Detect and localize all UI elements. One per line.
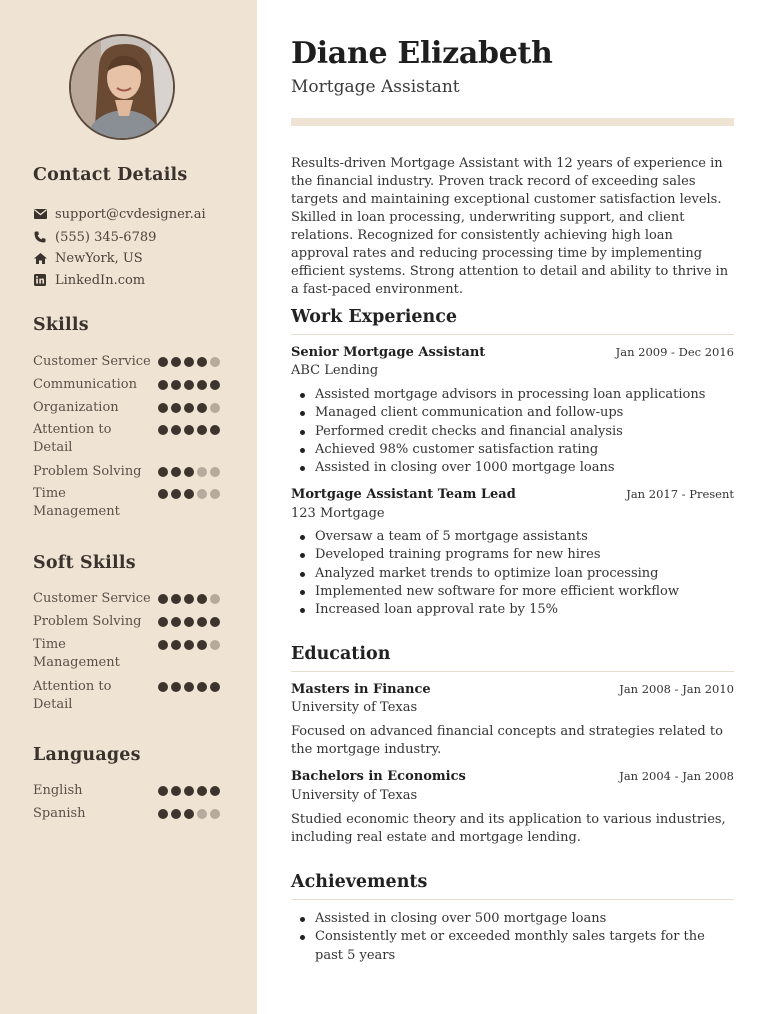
language-label: English (33, 783, 83, 798)
rating-dot-empty (210, 357, 220, 367)
soft-skill-row (33, 636, 233, 672)
candidate-role: Mortgage Assistant (291, 77, 460, 97)
job-bullets (291, 386, 731, 477)
rating-dot-filled (158, 403, 168, 413)
rating-dot-filled (158, 682, 168, 692)
list-item: Assisted in closing over 500 mortgage loans (291, 910, 731, 928)
education-heading: Education (291, 644, 391, 664)
rating-dot-filled (171, 357, 181, 367)
avatar (69, 34, 175, 140)
contact-phone-text: (555) 345-6789 (55, 229, 157, 245)
linkedin-icon (33, 273, 47, 287)
list-item: Increased loan approval rate by 15% (291, 601, 731, 619)
language-rating (158, 809, 220, 819)
list-item: Consistently met or exceeded monthly sales targets for the past 5 years (291, 928, 731, 965)
rating-dot-filled (197, 425, 207, 435)
rating-dot-filled (197, 682, 207, 692)
rating-dot-filled (171, 425, 181, 435)
skill-row (33, 485, 233, 521)
skill-label: Organization (33, 400, 119, 415)
skill-row (33, 353, 233, 371)
rating-dot-filled (171, 489, 181, 499)
degree-description: Studied economic theory and its application to various industries, including real estate and mortgage lending. (291, 812, 726, 845)
rating-dot-filled (158, 809, 168, 819)
rating-dot-filled (197, 640, 207, 650)
rating-dot-filled (158, 380, 168, 390)
rating-dot-filled (171, 809, 181, 819)
soft-skills-heading: Soft Skills (33, 553, 136, 573)
soft-skill-label: Attention to Detail (33, 679, 112, 712)
rating-dot-filled (184, 425, 194, 435)
rating-dot-empty (197, 809, 207, 819)
list-item: Analyzed market trends to optimize loan processing (291, 565, 731, 583)
soft-skill-rating (158, 594, 220, 604)
soft-skill-label: Time Management (33, 637, 120, 670)
contact-location-text: NewYork, US (55, 250, 143, 266)
skill-label: Customer Service (33, 354, 151, 369)
degree-title: Masters in Finance (291, 682, 431, 697)
languages-heading: Languages (33, 745, 141, 765)
rating-dot-filled (158, 594, 168, 604)
skill-rating (158, 425, 220, 435)
job-title: Senior Mortgage Assistant (291, 345, 486, 360)
candidate-name: Diane Elizabeth (291, 36, 553, 71)
job-dates: Jan 2009 - Dec 2016 (615, 345, 734, 359)
rating-dot-filled (197, 594, 207, 604)
soft-skill-label: Customer Service (33, 591, 151, 606)
list-item: Assisted in closing over 1000 mortgage loans (291, 459, 731, 477)
soft-skill-rating (158, 682, 220, 692)
school-name: University of Texas (291, 700, 418, 715)
skill-rating (158, 380, 220, 390)
rating-dot-filled (184, 594, 194, 604)
job-company: 123 Mortgage (291, 506, 385, 521)
skill-label: Problem Solving (33, 464, 142, 479)
rating-dot-filled (158, 467, 168, 477)
skill-row (33, 421, 233, 457)
soft-skill-label: Problem Solving (33, 614, 142, 629)
rating-dot-filled (171, 594, 181, 604)
rating-dot-filled (158, 786, 168, 796)
job-title: Mortgage Assistant Team Lead (291, 487, 516, 502)
rating-dot-filled (171, 380, 181, 390)
rating-dot-filled (197, 786, 207, 796)
summary-text: Results-driven Mortgage Assistant with 12 years of experience in the financial industry. Proven track record of exceeding sales targets and maintaining exceptional customer satisfaction levels. Skilled in loan processing, underwriting support, and client relations. Recognized for consistently achieving high loan approval rates and reducing processing time by implementing efficient systems. Strong attention to detail and ability to thrive in a fast-paced environment. (291, 156, 729, 297)
degree-description: Focused on advanced financial concepts and strategies related to the mortgage industry. (291, 724, 723, 757)
soft-skill-rating (158, 617, 220, 627)
job-bullets (291, 528, 731, 619)
contact-email-text: support@cvdesigner.ai (55, 206, 206, 222)
rating-dot-filled (197, 617, 207, 627)
rating-dot-filled (197, 380, 207, 390)
degree-dates: Jan 2004 - Jan 2008 (619, 769, 734, 783)
job-company: ABC Lending (291, 363, 379, 378)
rating-dot-filled (171, 640, 181, 650)
header-divider (291, 118, 734, 126)
contact-location (33, 249, 143, 267)
rating-dot-filled (184, 380, 194, 390)
education-divider (291, 671, 734, 672)
rating-dot-filled (158, 489, 168, 499)
rating-dot-filled (171, 682, 181, 692)
skills-heading: Skills (33, 315, 89, 335)
rating-dot-empty (210, 640, 220, 650)
rating-dot-filled (158, 640, 168, 650)
language-row (33, 782, 233, 800)
rating-dot-filled (184, 809, 194, 819)
degree-title: Bachelors in Economics (291, 769, 466, 784)
job-dates: Jan 2017 - Present (626, 487, 734, 501)
rating-dot-filled (210, 682, 220, 692)
rating-dot-filled (171, 467, 181, 477)
rating-dot-filled (158, 425, 168, 435)
list-item: Assisted mortgage advisors in processing loan applications (291, 386, 731, 404)
phone-icon (33, 230, 47, 244)
skill-rating (158, 357, 220, 367)
skill-label: Communication (33, 377, 137, 392)
skill-rating (158, 467, 220, 477)
achievements-heading: Achievements (291, 872, 428, 892)
skill-row (33, 399, 233, 417)
work-divider (291, 334, 734, 335)
contact-linkedin-text: LinkedIn.com (55, 272, 146, 288)
achievements-list (291, 910, 731, 965)
soft-skill-rating (158, 640, 220, 650)
rating-dot-filled (184, 489, 194, 499)
degree-dates: Jan 2008 - Jan 2010 (619, 682, 734, 696)
rating-dot-filled (210, 617, 220, 627)
rating-dot-filled (158, 617, 168, 627)
list-item: Performed credit checks and financial analysis (291, 423, 731, 441)
achievements-divider (291, 899, 734, 900)
rating-dot-filled (197, 357, 207, 367)
rating-dot-filled (184, 403, 194, 413)
rating-dot-empty (210, 594, 220, 604)
list-item: Achieved 98% customer satisfaction rating (291, 441, 731, 459)
rating-dot-filled (171, 786, 181, 796)
rating-dot-filled (210, 786, 220, 796)
rating-dot-filled (184, 682, 194, 692)
skill-label: Attention to Detail (33, 422, 112, 455)
language-row (33, 805, 233, 823)
soft-skill-row (33, 590, 233, 608)
school-name: University of Texas (291, 788, 418, 803)
rating-dot-empty (197, 467, 207, 477)
soft-skill-row (33, 613, 233, 631)
list-item: Developed training programs for new hires (291, 546, 731, 564)
contact-heading: Contact Details (33, 165, 188, 185)
rating-dot-filled (197, 403, 207, 413)
language-rating (158, 786, 220, 796)
rating-dot-empty (210, 467, 220, 477)
list-item: Implemented new software for more efficient workflow (291, 583, 731, 601)
rating-dot-filled (184, 640, 194, 650)
mail-icon (33, 207, 47, 221)
rating-dot-empty (210, 403, 220, 413)
rating-dot-filled (158, 357, 168, 367)
rating-dot-filled (184, 467, 194, 477)
list-item: Oversaw a team of 5 mortgage assistants (291, 528, 731, 546)
rating-dot-empty (197, 489, 207, 499)
profile-photo (71, 36, 175, 140)
rating-dot-filled (184, 786, 194, 796)
language-label: Spanish (33, 806, 86, 821)
rating-dot-empty (210, 489, 220, 499)
list-item: Managed client communication and follow-ups (291, 404, 731, 422)
rating-dot-filled (171, 617, 181, 627)
rating-dot-filled (184, 357, 194, 367)
rating-dot-filled (171, 403, 181, 413)
skill-rating (158, 403, 220, 413)
rating-dot-empty (210, 809, 220, 819)
home-icon (33, 251, 47, 265)
rating-dot-filled (210, 425, 220, 435)
skill-label: Time Management (33, 486, 120, 519)
skill-row (33, 376, 233, 394)
skill-row (33, 463, 233, 481)
rating-dot-filled (184, 617, 194, 627)
rating-dot-filled (210, 380, 220, 390)
skill-rating (158, 489, 220, 499)
soft-skill-row (33, 678, 233, 714)
work-heading: Work Experience (291, 307, 457, 327)
contact-email[interactable] (33, 205, 206, 223)
contact-phone[interactable] (33, 228, 156, 246)
contact-linkedin[interactable] (33, 271, 145, 289)
